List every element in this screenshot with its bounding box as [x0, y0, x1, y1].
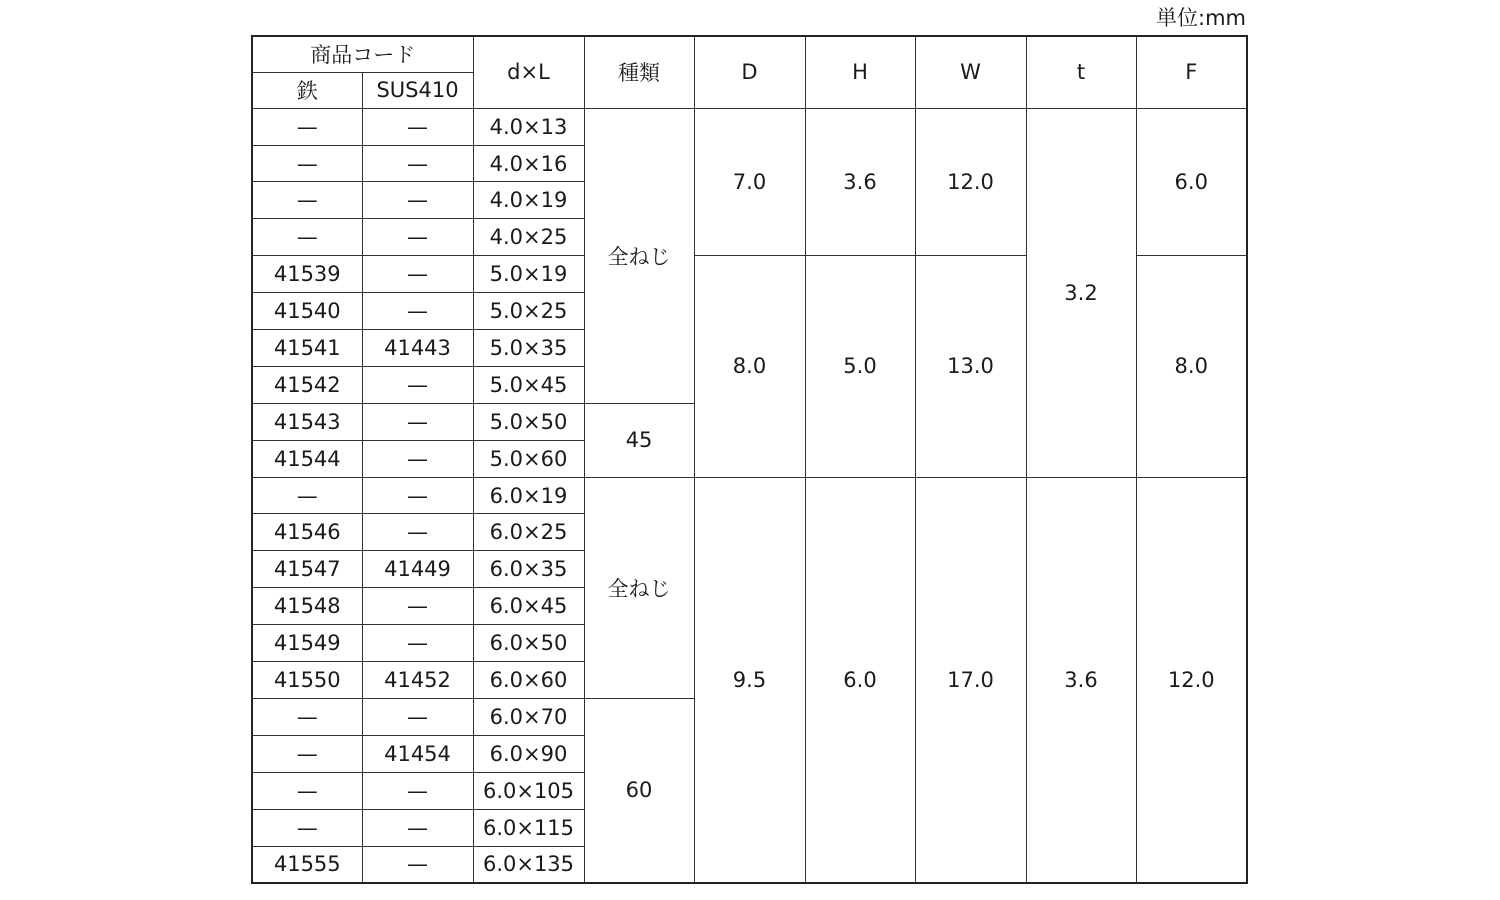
- header-iron: 鉄: [252, 72, 362, 108]
- cell-F: 6.0: [1136, 108, 1247, 256]
- cell-sus: 41452: [362, 662, 473, 699]
- header-product-code: 商品コード: [252, 36, 473, 72]
- cell-iron: —: [252, 182, 362, 219]
- cell-D: 8.0: [694, 256, 805, 477]
- cell-dxl: 6.0×70: [473, 698, 584, 735]
- cell-kind: 60: [584, 698, 694, 883]
- cell-sus: —: [362, 293, 473, 330]
- header-W: W: [915, 36, 1026, 108]
- header-dxl: d×L: [473, 36, 584, 108]
- cell-dxl: 6.0×105: [473, 772, 584, 809]
- cell-W: 17.0: [915, 477, 1026, 883]
- cell-sus: —: [362, 403, 473, 440]
- cell-dxl: 5.0×50: [473, 403, 584, 440]
- spec-table: [251, 35, 1248, 884]
- cell-sus: 41454: [362, 735, 473, 772]
- cell-F: 12.0: [1136, 477, 1247, 883]
- cell-iron: 41549: [252, 625, 362, 662]
- cell-dxl: 6.0×115: [473, 809, 584, 846]
- cell-sus: —: [362, 366, 473, 403]
- cell-sus: —: [362, 145, 473, 182]
- cell-dxl: 4.0×19: [473, 182, 584, 219]
- cell-sus: —: [362, 514, 473, 551]
- cell-dxl: 5.0×19: [473, 256, 584, 293]
- table-row: [252, 108, 1247, 145]
- cell-dxl: 6.0×90: [473, 735, 584, 772]
- cell-iron: 41543: [252, 403, 362, 440]
- cell-iron: —: [252, 108, 362, 145]
- cell-t: 3.6: [1026, 477, 1136, 883]
- cell-dxl: 6.0×35: [473, 551, 584, 588]
- cell-sus: 41449: [362, 551, 473, 588]
- cell-D: 7.0: [694, 108, 805, 256]
- cell-iron: 41548: [252, 588, 362, 625]
- cell-iron: 41550: [252, 662, 362, 699]
- cell-iron: —: [252, 477, 362, 514]
- header-sus: SUS410: [362, 72, 473, 108]
- cell-iron: 41539: [252, 256, 362, 293]
- cell-H: 6.0: [805, 477, 915, 883]
- cell-kind: 全ねじ: [584, 108, 694, 403]
- cell-iron: —: [252, 809, 362, 846]
- header-F: F: [1136, 36, 1247, 108]
- cell-iron: —: [252, 735, 362, 772]
- unit-label: 単位:mm: [1156, 6, 1246, 30]
- cell-iron: 41547: [252, 551, 362, 588]
- cell-dxl: 6.0×50: [473, 625, 584, 662]
- header-kind: 種類: [584, 36, 694, 108]
- cell-sus: —: [362, 256, 473, 293]
- cell-dxl: 5.0×60: [473, 440, 584, 477]
- cell-iron: 41540: [252, 293, 362, 330]
- cell-dxl: 6.0×19: [473, 477, 584, 514]
- cell-sus: —: [362, 108, 473, 145]
- cell-dxl: 6.0×45: [473, 588, 584, 625]
- header-D: D: [694, 36, 805, 108]
- cell-W: 12.0: [915, 108, 1026, 256]
- cell-iron: 41544: [252, 440, 362, 477]
- cell-sus: —: [362, 588, 473, 625]
- cell-sus: —: [362, 846, 473, 883]
- cell-dxl: 4.0×16: [473, 145, 584, 182]
- cell-dxl: 5.0×45: [473, 366, 584, 403]
- cell-iron: —: [252, 219, 362, 256]
- cell-sus: 41443: [362, 330, 473, 367]
- header-t: t: [1026, 36, 1136, 108]
- cell-sus: —: [362, 440, 473, 477]
- cell-sus: —: [362, 772, 473, 809]
- cell-sus: —: [362, 477, 473, 514]
- cell-iron: —: [252, 145, 362, 182]
- cell-sus: —: [362, 698, 473, 735]
- header-row-1: [252, 36, 1247, 72]
- cell-H: 5.0: [805, 256, 915, 477]
- cell-D: 9.5: [694, 477, 805, 883]
- cell-dxl: 6.0×60: [473, 662, 584, 699]
- header-H: H: [805, 36, 915, 108]
- cell-iron: 41542: [252, 366, 362, 403]
- cell-dxl: 5.0×35: [473, 330, 584, 367]
- table-row: [252, 477, 1247, 514]
- cell-iron: —: [252, 698, 362, 735]
- cell-sus: —: [362, 809, 473, 846]
- cell-W: 13.0: [915, 256, 1026, 477]
- cell-iron: 41541: [252, 330, 362, 367]
- cell-sus: —: [362, 625, 473, 662]
- cell-kind: 全ねじ: [584, 477, 694, 698]
- cell-sus: —: [362, 182, 473, 219]
- cell-dxl: 5.0×25: [473, 293, 584, 330]
- cell-iron: 41555: [252, 846, 362, 883]
- cell-dxl: 6.0×25: [473, 514, 584, 551]
- cell-dxl: 4.0×25: [473, 219, 584, 256]
- cell-iron: 41546: [252, 514, 362, 551]
- cell-sus: —: [362, 219, 473, 256]
- cell-iron: —: [252, 772, 362, 809]
- cell-t: 3.2: [1026, 108, 1136, 477]
- cell-F: 8.0: [1136, 256, 1247, 477]
- cell-H: 3.6: [805, 108, 915, 256]
- cell-kind: 45: [584, 403, 694, 477]
- cell-dxl: 4.0×13: [473, 108, 584, 145]
- cell-dxl: 6.0×135: [473, 846, 584, 883]
